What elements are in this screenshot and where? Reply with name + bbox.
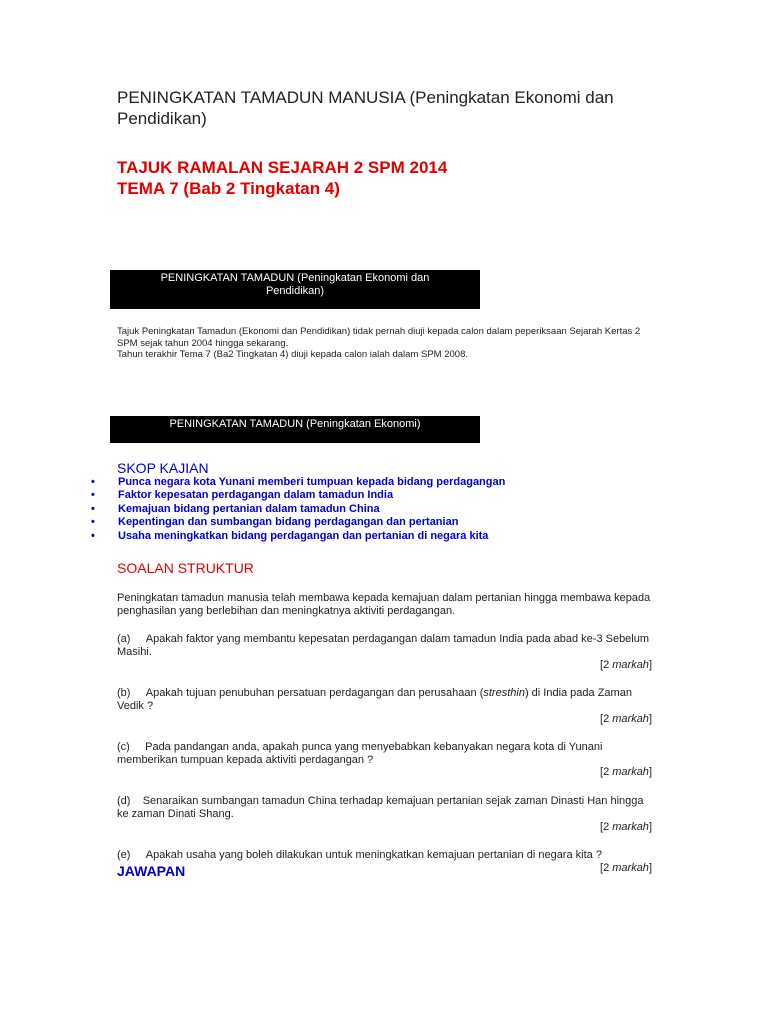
list-item: [91, 530, 651, 543]
forecast-title-line1: TAJUK RAMALAN SEJARAH 2 SPM 2014: [117, 158, 448, 177]
question-text: Senaraikan sumbangan tamadun China terhadap kemajuan pertanian sejak zaman Dinasti Han hingga ke zaman Dinati Shang.: [117, 795, 644, 820]
skop-item-text: Punca negara kota Yunani memberi tumpuan kepada bidang perdagangan: [118, 476, 506, 488]
skop-item-text: Faktor kepesatan perdagangan dalam tamadun India: [118, 489, 394, 502]
forecast-title-line2: TEMA 7 (Bab 2 Tingkatan 4): [117, 179, 340, 198]
question-text: Pada pandangan anda, apakah punca yang menyebabkan kebanyakan negara kota di Yunani memberikan tumpuan kepada aktiviti perdagangan ?: [117, 741, 603, 766]
question-text-after: ) di India pada Zaman Vedik ?: [117, 687, 632, 712]
marks-label: [2 markah]: [600, 659, 652, 671]
bullet-icon: •: [91, 476, 95, 488]
question-text: Apakah usaha yang boleh dilakukan untuk meningkatkan kemajuan pertanian di negara kita ?: [145, 849, 602, 861]
intro-line-1: Tajuk Peningkatan Tamadun (Ekonomi dan Pendidikan) tidak pernah diuji kepada calon dalam peperiksaan Sejarah Kertas 2 SPM sejak tahun 2004 hingga sekarang.: [117, 326, 641, 349]
question-italic-term: stresthin: [483, 687, 525, 699]
bullet-icon: •: [91, 529, 95, 542]
soalan-struktur-heading: SOALAN STRUKTUR: [117, 560, 254, 576]
question-number: (d): [117, 795, 131, 807]
question-number: (e): [117, 849, 131, 861]
skop-kajian-heading: SKOP KAJIAN: [117, 460, 209, 476]
list-item: [91, 516, 651, 529]
section-banner-2: [110, 416, 480, 443]
list-item: [91, 489, 651, 502]
marks-label: [2 markah]: [600, 862, 652, 874]
jawapan-heading: JAWAPAN: [117, 863, 186, 879]
question-text: Apakah faktor yang membantu kepesatan perdagangan dalam tamadun India pada abad ke-3 Sebelum Masihi.: [117, 633, 650, 658]
question-c: [117, 741, 657, 767]
marks-label: [2 markah]: [600, 766, 652, 778]
skop-list: [91, 476, 651, 543]
list-item: [91, 476, 651, 489]
skop-item-text: Kemajuan bidang pertanian dalam tamadun China: [118, 502, 380, 515]
section-banner-2-text: PENINGKATAN TAMADUN (Peningkatan Ekonomi): [169, 418, 421, 430]
question-e: [117, 849, 657, 862]
marks-label: [2 markah]: [600, 821, 652, 833]
section-banner-1: [110, 270, 480, 309]
question-number: (b): [117, 687, 131, 699]
skop-item-text: Kepentingan dan sumbangan bidang perdagangan dan pertanian: [118, 516, 459, 529]
question-number: (c): [117, 741, 130, 753]
bullet-icon: •: [91, 502, 95, 515]
bullet-icon: •: [91, 516, 95, 529]
bullet-icon: •: [91, 489, 95, 502]
skop-item-text: Usaha meningkatkan bidang perdagangan dan pertanian di negara kita: [118, 529, 489, 542]
question-text: Apakah tujuan penubuhan persatuan perdagangan dan perusahaan (: [145, 687, 484, 699]
soalan-intro: Peningkatan tamadun manusia telah membawa kepada kemajuan dalam pertanian hingga membawa kepada penghasilan yang berlebihan dan meningkatnya aktiviti perdagangan.: [117, 592, 651, 617]
intro-notes: [117, 326, 657, 361]
question-b: [117, 687, 657, 713]
list-item: [91, 503, 651, 516]
question-a: [117, 633, 657, 659]
marks-label: [2 markah]: [600, 713, 652, 725]
intro-line-2: Tahun terakhir Tema 7 (Ba2 Tingkatan 4) diuji kepada calon ialah dalam SPM 2008.: [117, 349, 469, 360]
forecast-title: [117, 157, 447, 199]
section-banner-1-text: PENINGKATAN TAMADUN (Peningkatan Ekonomi dan Pendidikan): [160, 272, 430, 297]
main-title: PENINGKATAN TAMADUN MANUSIA (Peningkatan Ekonomi dan Pendidikan): [117, 88, 614, 128]
question-number: (a): [117, 633, 131, 645]
question-d: [117, 795, 657, 821]
